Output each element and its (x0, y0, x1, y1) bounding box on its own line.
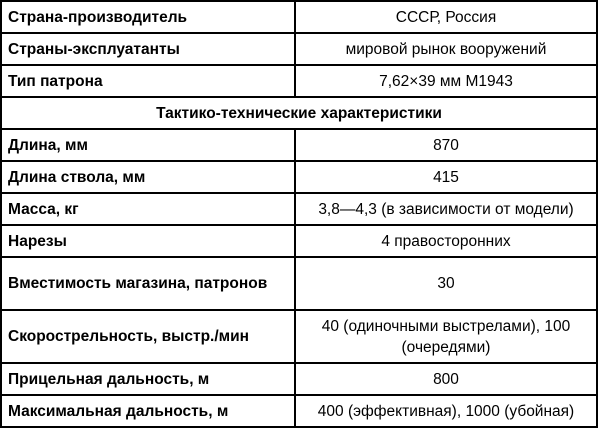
spec-label-sighting-range: Прицельная дальность, м (1, 363, 295, 395)
row-value-country: СССР, Россия (295, 1, 597, 33)
section-header-row (1, 97, 597, 129)
table-row (1, 129, 597, 161)
table-row (1, 193, 597, 225)
table-row (1, 1, 597, 33)
spec-value-length: 870 (295, 129, 597, 161)
table-row (1, 65, 597, 97)
row-value-operators: мировой рынок вооружений (295, 33, 597, 65)
table-row (1, 363, 597, 395)
section-title: Тактико-технические характеристики (1, 97, 597, 129)
spec-value-rate-of-fire: 40 (одиночными выстрелами), 100 (очередями) (295, 310, 597, 363)
spec-value-sighting-range: 800 (295, 363, 597, 395)
table-row (1, 395, 597, 427)
spec-value-barrel-length: 415 (295, 161, 597, 193)
spec-value-rifling: 4 правосторонних (295, 225, 597, 257)
spec-label-magazine-capacity: Вместимость магазина, патронов (1, 257, 295, 310)
spec-label-barrel-length: Длина ствола, мм (1, 161, 295, 193)
row-label-cartridge: Тип патрона (1, 65, 295, 97)
table-row (1, 225, 597, 257)
spec-value-magazine-capacity: 30 (295, 257, 597, 310)
spec-label-rifling: Нарезы (1, 225, 295, 257)
table-row (1, 33, 597, 65)
table-row (1, 257, 597, 310)
spec-label-mass: Масса, кг (1, 193, 295, 225)
row-label-country: Страна-производитель (1, 1, 295, 33)
table-row (1, 161, 597, 193)
spec-value-mass: 3,8—4,3 (в зависимости от модели) (295, 193, 597, 225)
spec-label-rate-of-fire: Скорострельность, выстр./мин (1, 310, 295, 363)
spec-label-length: Длина, мм (1, 129, 295, 161)
table-row (1, 310, 597, 363)
spec-label-max-range: Максимальная дальность, м (1, 395, 295, 427)
row-value-cartridge: 7,62×39 мм М1943 (295, 65, 597, 97)
spec-value-max-range: 400 (эффективная), 1000 (убойная) (295, 395, 597, 427)
row-label-operators: Страны-эксплуатанты (1, 33, 295, 65)
